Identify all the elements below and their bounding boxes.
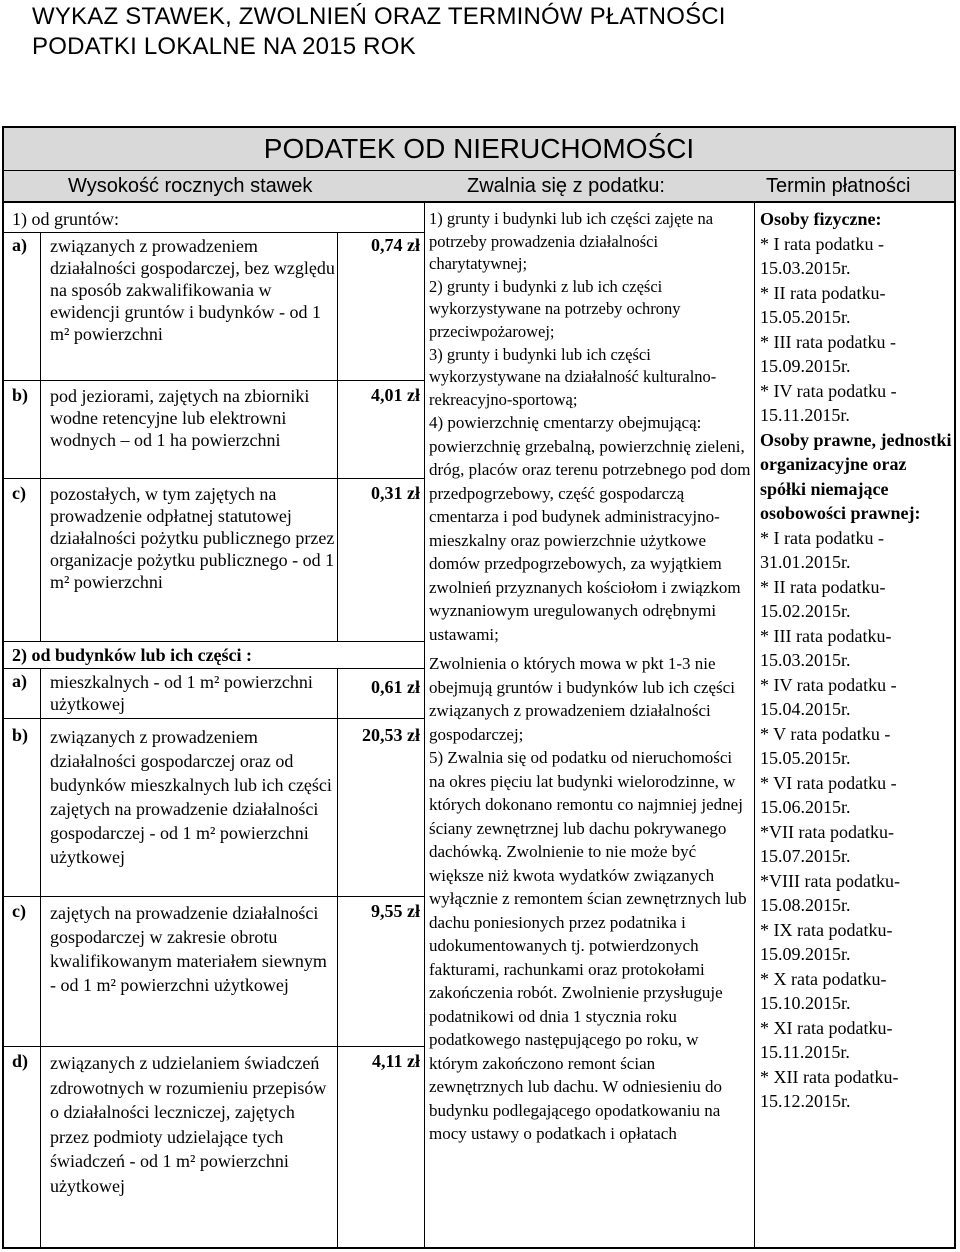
land-row-a-letter: a) [12,235,27,255]
divider-letter-buildings [40,668,41,1249]
buildings-row-b-letter: b) [12,725,29,745]
due-entity-item: * IV rata podatku - 15.04.2015r. [760,674,897,719]
due-entity-item: * II rata podatku- 15.02.2015r. [760,576,886,621]
buildings-row-c-text: zajętych na prowadzenie działalności gospodarczej w zakresie obrotu kwalifikowanym materiałem siewnym - od 1 m² powierzchni użytkowej [50,903,327,995]
land-row-c-text: pozostałych, w tym zajętych na prowadzenie odpłatnej statutowej działalności pożytku publicznego przez organizacje pożytku publicznego - od 1 m² powierzchni [50,484,335,592]
divider-amount-buildings [337,668,338,1249]
buildings-row-c-amount: 9,55 zł [371,901,420,921]
land-row-b-letter: b) [12,385,29,405]
due-individuals-heading: Osoby fizyczne: [760,209,882,229]
due-individuals-list [760,232,956,428]
divider-rates-exemptions [424,203,425,1249]
due-individual-item: * IV rata podatku - 15.11.2015r. [760,380,897,425]
exemption-3: 3) grunty i budynki lub ich części wykorzystywane na działalność kulturalno- rekreacyjno-sportową; [429,344,717,409]
buildings-row-d-letter: d) [12,1051,29,1071]
due-entity-item: *VIII rata podatku- 15.08.2015r. [760,870,900,915]
title-line-2: PODATKI LOKALNE NA 2015 ROK [32,33,416,60]
land-row-b-text: pod jeziorami, zajętych na zbiorniki wodne retencyjne lub elektrowni wodnych – od 1 ha powierzchni [50,386,310,450]
buildings-row-d-amount: 4,11 zł [372,1051,420,1071]
title-line-1: WYKAZ STAWEK, ZWOLNIEŃ ORAZ TERMINÓW PŁATNOŚCI [32,3,726,30]
due-individual-item: * I rata podatku - 15.03.2015r. [760,233,884,278]
land-row-b-amount: 4,01 zł [371,385,420,405]
due-entity-item: * V rata podatku - 15.05.2015r. [760,723,891,768]
buildings-row-c-letter: c) [12,901,26,921]
exemption-note: Zwolnienia o których mowa w pkt 1-3 nie obejmują gruntów i budynków lub ich części związanych z prowadzeniem działalności gospodarczej; [429,654,735,744]
due-entity-item: * III rata podatku- 15.03.2015r. [760,625,892,670]
land-heading: 1) od gruntów: [12,209,119,229]
buildings-row-a-text: mieszkalnych - od 1 m² powierzchni użytkowej [50,672,313,714]
due-entity-item: * XI rata podatku- 15.11.2015r. [760,1017,893,1062]
divider-exemptions-due [754,203,755,1249]
row-line [4,896,424,897]
row-line [4,1046,424,1047]
buildings-row-d-text: związanych z udzielaniem świadczeń zdrowotnych w rozumieniu przepisów o działalności leczniczej, zajętych przez podmioty udzielające tych świadczeń - od 1 m² powierzchni użytkowej [50,1053,327,1196]
tax-table [2,126,956,1249]
divider-letter-land [40,233,41,641]
document-title [32,2,932,62]
buildings-row-b-text: związanych z prowadzeniem działalności gospodarczej oraz od budynków mieszkalnych lub ich części zajętych na prowadzenie działalności gospodarczej - od 1 m² powierzchni użytkowej [50,727,332,867]
due-dates [760,207,956,1114]
column-headers [4,171,954,203]
row-line [4,380,424,381]
due-entities-heading: Osoby prawne, jednostki organizacyjne oraz spółki niemające osobowości prawnej: [760,429,952,523]
section-header: PODATEK OD NIERUCHOMOŚCI [4,128,954,171]
row-line [4,641,424,642]
exemptions-list [429,208,751,1146]
land-row-c-letter: c) [12,483,26,503]
divider-amount-land [337,233,338,641]
exemption-2: 2) grunty i budynki z lub ich części wykorzystywane na potrzeby ochrony przeciwpożarowej; [429,276,681,341]
buildings-heading: 2) od budynków lub ich części : [12,645,253,665]
column-header-exemptions: Zwalnia się z podatku: [467,175,665,197]
column-header-due: Termin płatności [766,175,911,197]
due-entity-item: * I rata podatku - 31.01.2015r. [760,527,884,572]
row-line [4,718,424,719]
buildings-row-a-amount: 0,61 zł [371,677,420,697]
buildings-row-b-amount: 20,53 zł [362,725,420,745]
due-entity-item: * VI rata podatku - 15.06.2015r. [760,772,897,817]
exemption-4: 4) powierzchnię cmentarzy obejmującą: powierzchnię grzebalną, powierzchnię zieleni, dróg, placów oraz terenu potrzebnego pod dom przedpogrzebowy, część gospodarczą cmentarza i pod budynek administracyjno-mieszkalny oraz powierzchnie użytkowe domów przedpogrzebowych, za wyjątkiem zwolnień przyznanych kościołom i związkom wyznaniowym uregulowanych odrębnymi ustawami; [429,413,751,644]
due-individual-item: * II rata podatku- 15.05.2015r. [760,282,886,327]
row-line [4,232,424,233]
row-line [4,478,424,479]
due-entity-item: * XII rata podatku- 15.12.2015r. [760,1066,899,1111]
due-individual-item: * III rata podatku - 15.09.2015r. [760,331,896,376]
land-row-c-amount: 0,31 zł [371,483,420,503]
row-line [4,668,424,669]
column-header-rates: Wysokość rocznych stawek [68,175,313,197]
exemption-1: 1) grunty i budynki lub ich części zajęte na potrzeby prowadzenia działalności charytatywnej; [429,209,714,274]
exemption-5: 5) Zwalnia się od podatku od nieruchomości na okres pięciu lat budynki wielorodzinne, w których dokonano remontu co najmniej jednej ściany zewnętrznej lub dachu pokrywanego dachówką. Zwolnienie to nie może być większe niż kwota wydatków związanych wyłącznie z remontem ścian zewnętrznych lub dachu poniesionych przez podatnika i udokumentowanych tj. potwierdzonych fakturami, rachunkami oraz protokołami zakończenia robót. Zwolnienie przysługuje podatnikowi od dnia 1 stycznia roku podatkowego następującego po roku, w którym zakończono remont ścian zewnętrznych lub dachu. W odniesieniu do budynku podlegającego opodatkowaniu na mocy ustawy o podatkach i opłatach [429,748,747,1144]
due-entity-item: *VII rata podatku- 15.07.2015r. [760,821,894,866]
land-row-a-amount: 0,74 zł [371,235,420,255]
buildings-row-a-letter: a) [12,671,27,691]
land-row-a-text: związanych z prowadzeniem działalności gospodarczej, bez względu na sposób zakwalifikowania w ewidencji gruntów i budynków - od 1 m² powierzchni [50,236,335,344]
due-entities-list [760,526,956,1114]
due-entity-item: * IX rata podatku- 15.09.2015r. [760,919,893,964]
due-entity-item: * X rata podatku- 15.10.2015r. [760,968,887,1013]
